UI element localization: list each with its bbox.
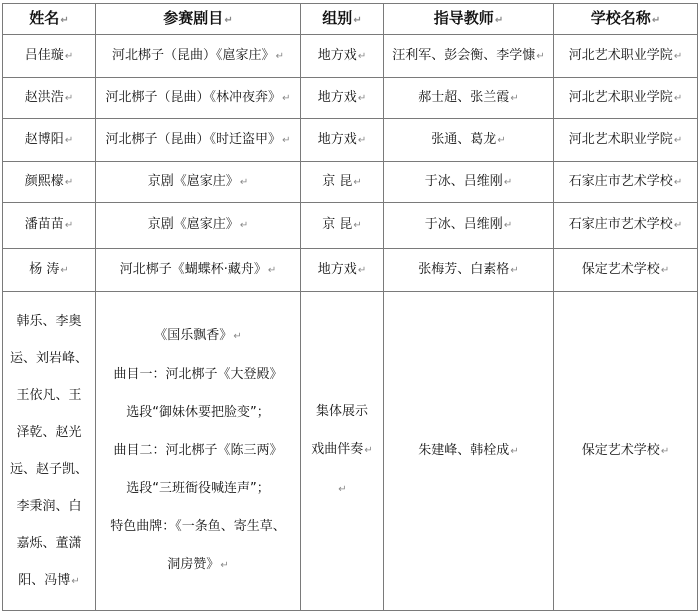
cell-teacher: 张梅芳、白素格↵: [384, 249, 554, 292]
table-row: [3, 203, 698, 249]
cell-group: 地方戏↵: [301, 78, 384, 119]
table-row: [3, 249, 698, 292]
cell-school: 河北艺术职业学院↵: [554, 35, 698, 78]
cell-group-program: 《国乐飘香》↵ 曲目一：河北梆子《大登殿》 选段“御妹休要把脸变”； 曲目二：河北梆子《陈三两》 选段“三班衙役喊连声”； 特色曲牌：《一条鱼、寄生草、 洞房赞》↵: [96, 292, 301, 611]
cell-program: 河北梆子（昆曲）《时迁盗甲》↵: [96, 119, 301, 162]
table-row: [3, 162, 698, 203]
participant-table: [2, 3, 698, 611]
cell-name: 潘苗苗↵: [3, 203, 96, 249]
cell-teacher: 汪利军、彭会衡、李学慷↵: [384, 35, 554, 78]
cell-school: 石家庄市艺术学校↵: [554, 203, 698, 249]
cell-teacher: 张通、葛龙↵: [384, 119, 554, 162]
table-header-row: [3, 4, 698, 35]
cell-group-teacher: 朱建峰、韩栓成↵: [384, 292, 554, 611]
cell-name: 赵博阳↵: [3, 119, 96, 162]
cell-group: 地方戏↵: [301, 249, 384, 292]
cell-teacher: 于冰、吕维刚↵: [384, 203, 554, 249]
cell-program: 河北梆子（昆曲）《扈家庄》↵: [96, 35, 301, 78]
cell-group: 京 昆↵: [301, 162, 384, 203]
cell-program: 京剧《扈家庄》↵: [96, 162, 301, 203]
cell-teacher: 郝士超、张兰霞↵: [384, 78, 554, 119]
group-performance-row: [3, 292, 698, 611]
header-school: 学校名称↵: [554, 4, 698, 35]
table-row: [3, 78, 698, 119]
cell-group-category: 集体展示 戏曲伴奏↵ ↵: [301, 292, 384, 611]
cell-group-names: 韩乐、李奥 运、刘岩峰、 王依凡、王 泽乾、赵光 远、赵子凯、 李秉润、白 嘉烁、董潇 阳、冯博↵: [3, 292, 96, 611]
table-row: [3, 35, 698, 78]
header-program: 参赛剧目↵: [96, 4, 301, 35]
cell-group-school: 保定艺术学校↵: [554, 292, 698, 611]
header-name: 姓名↵: [3, 4, 96, 35]
cell-teacher: 于冰、吕维刚↵: [384, 162, 554, 203]
cell-group: 地方戏↵: [301, 35, 384, 78]
cell-name: 吕佳璇↵: [3, 35, 96, 78]
cell-name: 颜熙檬↵: [3, 162, 96, 203]
cell-school: 河北艺术职业学院↵: [554, 78, 698, 119]
cell-school: 保定艺术学校↵: [554, 249, 698, 292]
cell-program: 河北梆子（昆曲）《林冲夜奔》↵: [96, 78, 301, 119]
header-group: 组别↵: [301, 4, 384, 35]
cell-school: 石家庄市艺术学校↵: [554, 162, 698, 203]
cell-school: 河北艺术职业学院↵: [554, 119, 698, 162]
cell-program: 京剧《扈家庄》↵: [96, 203, 301, 249]
header-teacher: 指导教师↵: [384, 4, 554, 35]
table-row: [3, 119, 698, 162]
cell-name: 赵洪浩↵: [3, 78, 96, 119]
cell-group: 京 昆↵: [301, 203, 384, 249]
cell-program: 河北梆子《蝴蝶杯·藏舟》↵: [96, 249, 301, 292]
cell-group: 地方戏↵: [301, 119, 384, 162]
cell-name: 杨 涛↵: [3, 249, 96, 292]
